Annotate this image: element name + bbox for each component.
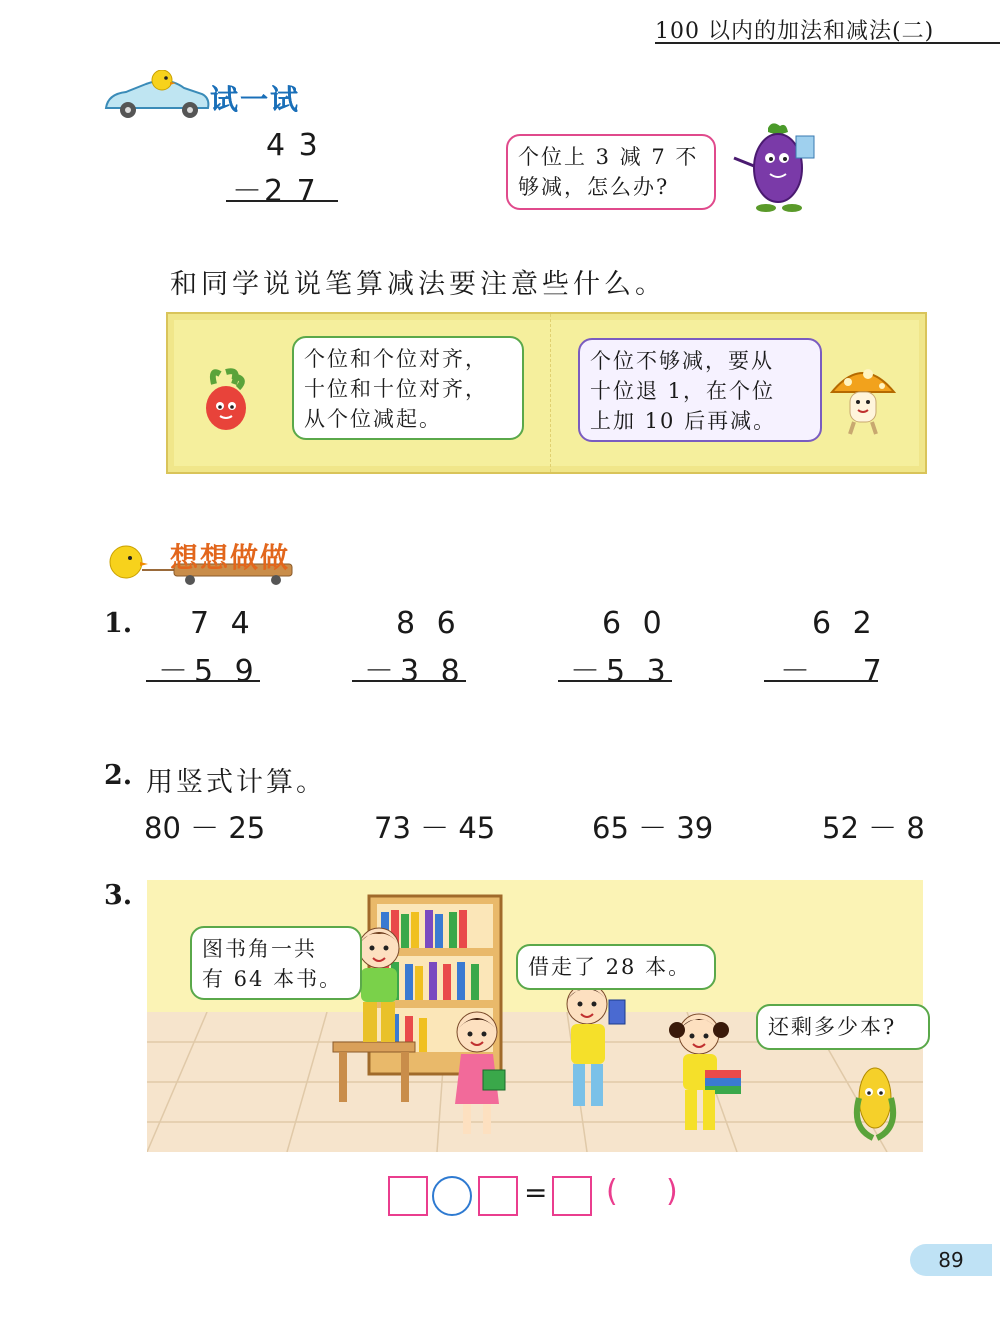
q2-number: 2. [104, 760, 133, 791]
eggplant-bubble-line-2: 够减，怎么办? [518, 175, 670, 199]
girl-with-books-icon [443, 1008, 513, 1142]
q1-problem-3-line [558, 680, 672, 682]
q1-problem-4-top: 6 2 [812, 606, 878, 641]
page-number-text: 89 [938, 1248, 964, 1272]
answer-template [380, 1172, 700, 1218]
q3-boy-bubble-line-2: 有 64 本书。 [202, 967, 343, 991]
eggplant-bubble-line-1: 个位上 3 减 7 不 [518, 145, 699, 169]
equals-sign: = [524, 1176, 548, 1209]
answer-box-3[interactable] [552, 1176, 592, 1216]
try-problem-line [226, 200, 338, 202]
mushroom-character-icon [828, 362, 898, 438]
q2-label: 用竖式计算。 [146, 767, 326, 798]
q1-problem-1-top: 7 4 [190, 606, 256, 641]
q1-problem-2-line [352, 680, 466, 682]
tip-left-line-1: 个位和个位对齐， [304, 347, 488, 371]
radish-character-icon [190, 368, 260, 438]
running-header [655, 14, 1000, 44]
q3-boy-bubble [190, 926, 362, 1000]
discussion-sentence: 和同学说说笔算减法要注意些什么。 [170, 269, 666, 300]
q3-right-bubble [756, 1004, 930, 1050]
q1-problem-2-top: 8 6 [396, 606, 462, 641]
girl-with-stack-icon [659, 1010, 749, 1140]
q2-expression-3: 65 － 39 [592, 811, 714, 845]
q1-problem-2-bottom: －3 8 [364, 654, 466, 689]
unit-paren-open: ( [606, 1174, 618, 1209]
answer-box-1[interactable] [388, 1176, 428, 1216]
unit-paren-close: ) [666, 1174, 678, 1209]
tip-left-line-2: 十位和十位对齐， [304, 377, 488, 401]
car-chick-icon [102, 70, 212, 122]
q1-problem-1-line [146, 680, 260, 682]
tips-panel-divider [550, 314, 551, 472]
operator-circle[interactable] [432, 1176, 472, 1216]
practice-section-title: 想想做做 [170, 541, 291, 574]
q2-expression-1: 80 － 25 [144, 811, 266, 845]
q1-problem-4-bottom: － 7 [780, 654, 888, 689]
q1-problem-3-bottom: －5 3 [570, 654, 672, 689]
try-section-title: 试一试 [210, 83, 301, 116]
q2-expression-4: 52 － 8 [822, 811, 925, 845]
q3-middle-bubble [516, 944, 716, 990]
q1-problem-4-line [764, 680, 878, 682]
tip-right-line-3: 上加 10 后再减。 [590, 409, 777, 433]
q1-number: 1. [104, 608, 133, 639]
q3-right-bubble-text: 还剩多少本? [768, 1015, 897, 1039]
page-number [910, 1244, 992, 1276]
tip-right-line-2: 十位退 1，在个位 [590, 379, 776, 403]
q3-number: 3. [104, 880, 133, 911]
q3-boy-bubble-line-1: 图书角一共 [202, 937, 317, 961]
q2-expression-2: 73 － 45 [374, 811, 496, 845]
tip-right-line-1: 个位不够减，要从 [590, 349, 774, 373]
boy-with-book-icon [549, 980, 629, 1114]
corn-character-icon [847, 1058, 903, 1142]
q1-problem-3-top: 6 0 [602, 606, 668, 641]
eggplant-speech-bubble [506, 134, 716, 210]
answer-box-2[interactable] [478, 1176, 518, 1216]
try-problem-top: 4 3 [266, 128, 320, 163]
try-problem-bottom: －2 7 [232, 174, 318, 209]
q1-problem-1-bottom: －5 9 [158, 654, 260, 689]
header-title: 100 以内的加法和减法(二) [655, 19, 935, 44]
q3-middle-bubble-text: 借走了 28 本。 [528, 955, 692, 979]
tip-right-bubble [578, 338, 822, 442]
eggplant-character-icon [728, 118, 828, 218]
tip-left-bubble [292, 336, 524, 440]
tip-left-line-3: 从个位减起。 [304, 407, 442, 431]
